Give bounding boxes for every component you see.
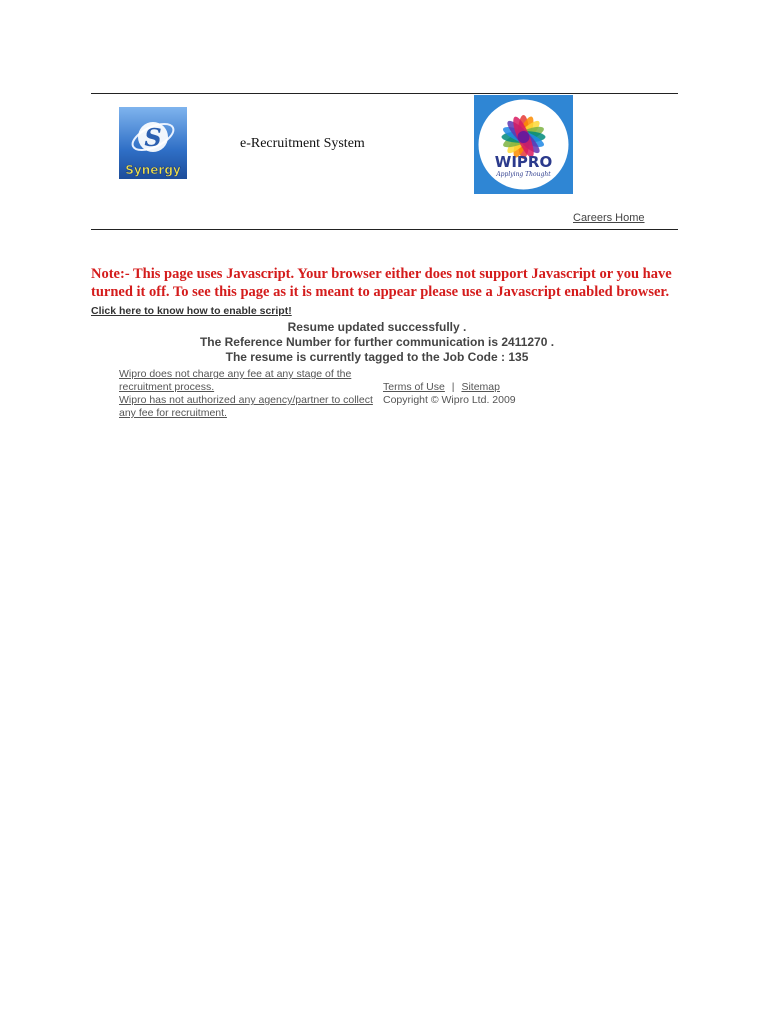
synergy-logo	[119, 107, 187, 179]
status-messages	[91, 320, 663, 365]
wipro-logo	[474, 95, 573, 194]
footer-notices	[119, 368, 381, 420]
footer-links	[383, 381, 516, 407]
javascript-warning-text: Note:- This page uses Javascript. Your browser either does not support Javascript or you have turned it off. To see this page as it is meant to appear please use a Javascript enabled browser.	[91, 266, 672, 300]
reference-number-message: The Reference Number for further communication is 2411270 .	[199, 335, 555, 349]
svg-text:Applying Thought: Applying Thought	[496, 171, 551, 178]
job-code-message: The resume is currently tagged to the Job Code : 135	[225, 350, 529, 364]
sitemap-link[interactable]: Sitemap	[461, 381, 500, 393]
careers-home-link[interactable]: Careers Home	[573, 212, 645, 224]
javascript-warning	[91, 265, 691, 320]
resume-updated-message: Resume updated successfully .	[287, 320, 467, 334]
svg-text:S: S	[144, 123, 162, 152]
enable-script-link[interactable]: Click here to know how to enable script!	[91, 305, 292, 317]
terms-of-use-link[interactable]: Terms of Use	[383, 381, 445, 393]
fee-notice-link[interactable]: Wipro does not charge any fee at any stage of the recruitment process.	[119, 368, 352, 393]
footer-separator: |	[451, 381, 455, 393]
svg-text:Synergy: Synergy	[125, 163, 181, 177]
header-top-rule	[91, 93, 678, 94]
header-bottom-rule	[91, 229, 678, 230]
svg-text:WIPRO: WIPRO	[494, 153, 553, 171]
copyright-text: Copyright © Wipro Ltd. 2009	[383, 394, 516, 406]
agency-notice-link[interactable]: Wipro has not authorized any agency/partner to collect any fee for recruitment.	[119, 394, 373, 419]
page-title: e-Recruitment System	[240, 136, 365, 151]
